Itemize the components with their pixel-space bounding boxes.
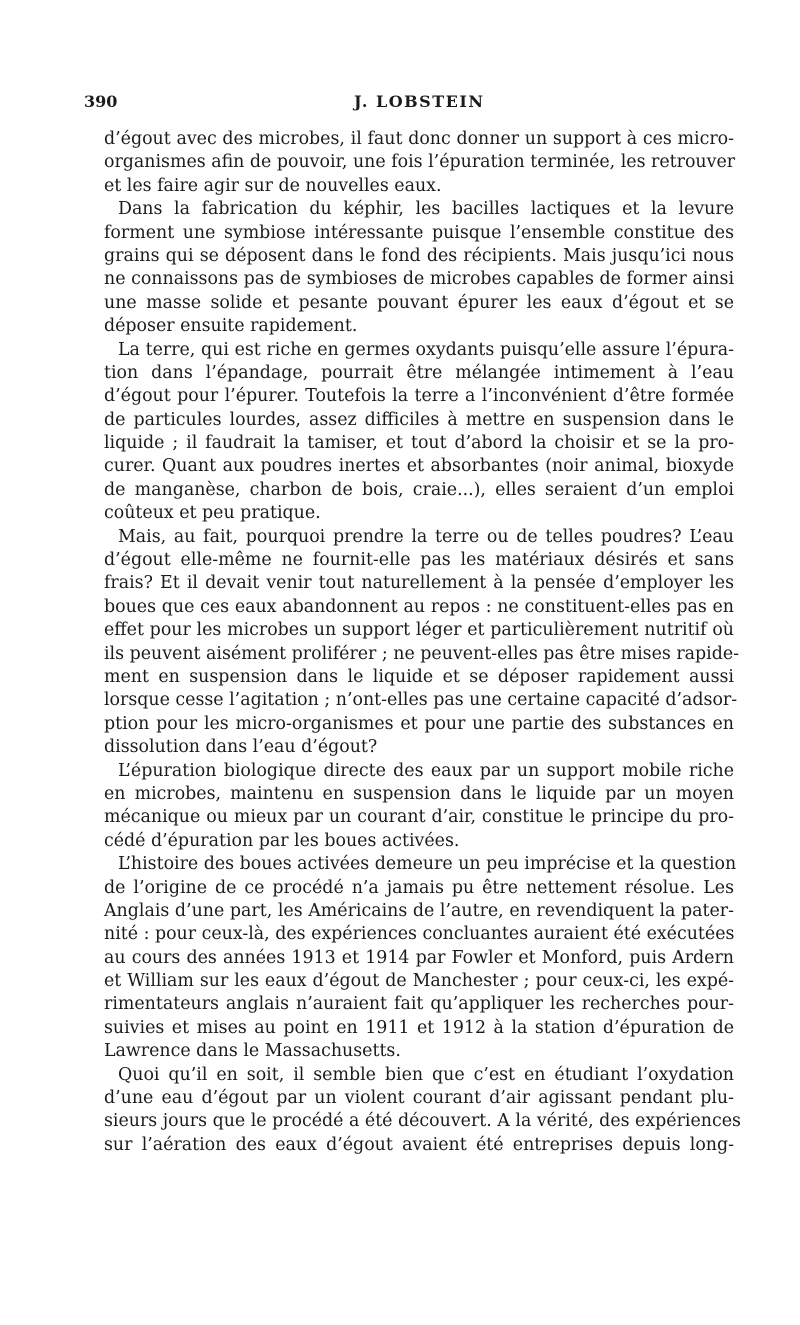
text-line: Anglais d’une part, les Américains de l’autre, en revendiquent la pater-: [104, 900, 734, 921]
text-line: d’égout elle-même ne fournit-elle pas les matériaux désirés et sans: [104, 550, 734, 571]
text-line: Quoi qu’il en soit, il semble bien que c’est en étudiant l’oxydation: [118, 1064, 734, 1085]
text-line: liquide ; il faudrait la tamiser, et tout d’abord la choisir et se la pro-: [104, 433, 734, 454]
text-line: ne connaissons pas de symbioses de microbes capables de former ainsi: [104, 269, 734, 290]
page-number: 390: [84, 92, 118, 111]
text-line: déposer ensuite rapidement.: [104, 316, 358, 337]
text-line: rimentateurs anglais n’auraient fait qu’appliquer les recherches pour-: [104, 994, 734, 1015]
text-line: mécanique ou mieux par un courant d’air, constitue le principe du pro-: [104, 807, 734, 828]
text-line: et les faire agir sur de nouvelles eaux.: [104, 175, 442, 196]
text-line: ption pour les micro-organismes et pour une partie des substances en: [104, 713, 734, 734]
text-line: sur l’aération des eaux d’égout avaient été entreprises depuis long-: [104, 1134, 734, 1155]
text-line: Lawrence dans le Massachusetts.: [104, 1041, 401, 1062]
text-line: L’histoire des boues activées demeure un peu imprécise et la question: [118, 854, 737, 875]
text-line: Dans la fabrication du képhir, les bacilles lactiques et la levure: [118, 199, 734, 220]
text-line: effet pour les microbes un support léger et particulièrement nutritif où: [104, 620, 734, 641]
text-line: tion dans l’épandage, pourrait être mélangée intimement à l’eau: [104, 362, 734, 383]
text-line: d’égout pour l’épurer. Toutefois la terre a l’inconvénient d’être formée: [104, 386, 734, 407]
text-line: lorsque cesse l’agitation ; n’ont-elles pas une certaine capacité d’adsor-: [104, 690, 738, 711]
text-line: Mais, au fait, pourquoi prendre la terre ou de telles poudres? L’eau: [118, 526, 734, 547]
text-line: et William sur les eaux d’égout de Manchester ; pour ceux-ci, les expé-: [104, 971, 734, 992]
text-line: suivies et mises au point en 1911 et 1912 à la station d’épuration de: [104, 1017, 734, 1038]
text-line: nité : pour ceux-là, des expériences concluantes auraient été exécutées: [104, 924, 735, 945]
text-line: en microbes, maintenu en suspension dans le liquide par un moyen: [104, 783, 734, 804]
body-text: [104, 128, 741, 1157]
page-header: [84, 92, 736, 116]
text-line: coûteux et peu pratique.: [104, 503, 321, 524]
text-line: d’égout avec des microbes, il faut donc donner un support à ces micro-: [104, 129, 734, 149]
text-line: ment en suspension dans le liquide et se déposer rapidement aussi: [104, 666, 734, 687]
text-line: de particules lourdes, assez difficiles à mettre en suspension dans le: [104, 409, 734, 430]
text-line: organismes afin de pouvoir, une fois l’épuration terminée, les retrouver: [104, 152, 736, 173]
text-line: L’épuration biologique directe des eaux par un support mobile riche: [118, 760, 734, 781]
text-line: cédé d’épuration par les boues activées.: [104, 830, 460, 851]
text-line: frais? Et il devait venir tout naturellement à la pensée d’employer les: [104, 573, 734, 594]
text-line: forment une symbiose intéressante puisque l’ensemble constitue des: [104, 222, 734, 243]
text-line: sieurs jours que le procédé a été découvert. A la vérité, des expériences: [104, 1111, 741, 1132]
text-line: curer. Quant aux poudres inertes et absorbantes (noir animal, bioxyde: [104, 456, 734, 477]
text-line: une masse solide et pesante pouvant épurer les eaux d’égout et se: [104, 292, 734, 313]
text-line: grains qui se déposent dans le fond des récipients. Mais jusqu’ici nous: [104, 245, 734, 266]
text-line: dissolution dans l’eau d’égout?: [104, 737, 378, 758]
text-line: au cours des années 1913 et 1914 par Fowler et Monford, puis Ardern: [104, 947, 734, 968]
text-line: La terre, qui est riche en germes oxydants puisqu’elle assure l’épura-: [118, 339, 734, 360]
text-line: d’une eau d’égout par un violent courant d’air agissant pendant plu-: [104, 1088, 734, 1109]
text-line: ils peuvent aisément proliférer ; ne peuvent-elles pas être mises rapide-: [104, 643, 740, 664]
text-line: de manganèse, charbon de bois, craie...), elles seraient d’un emploi: [104, 479, 734, 500]
running-title: J. LOBSTEIN: [354, 92, 485, 111]
text-line: boues que ces eaux abandonnent au repos : ne constituent-elles pas en: [104, 596, 734, 617]
text-line: de l’origine de ce procédé n’a jamais pu être nettement résolue. Les: [104, 877, 734, 898]
